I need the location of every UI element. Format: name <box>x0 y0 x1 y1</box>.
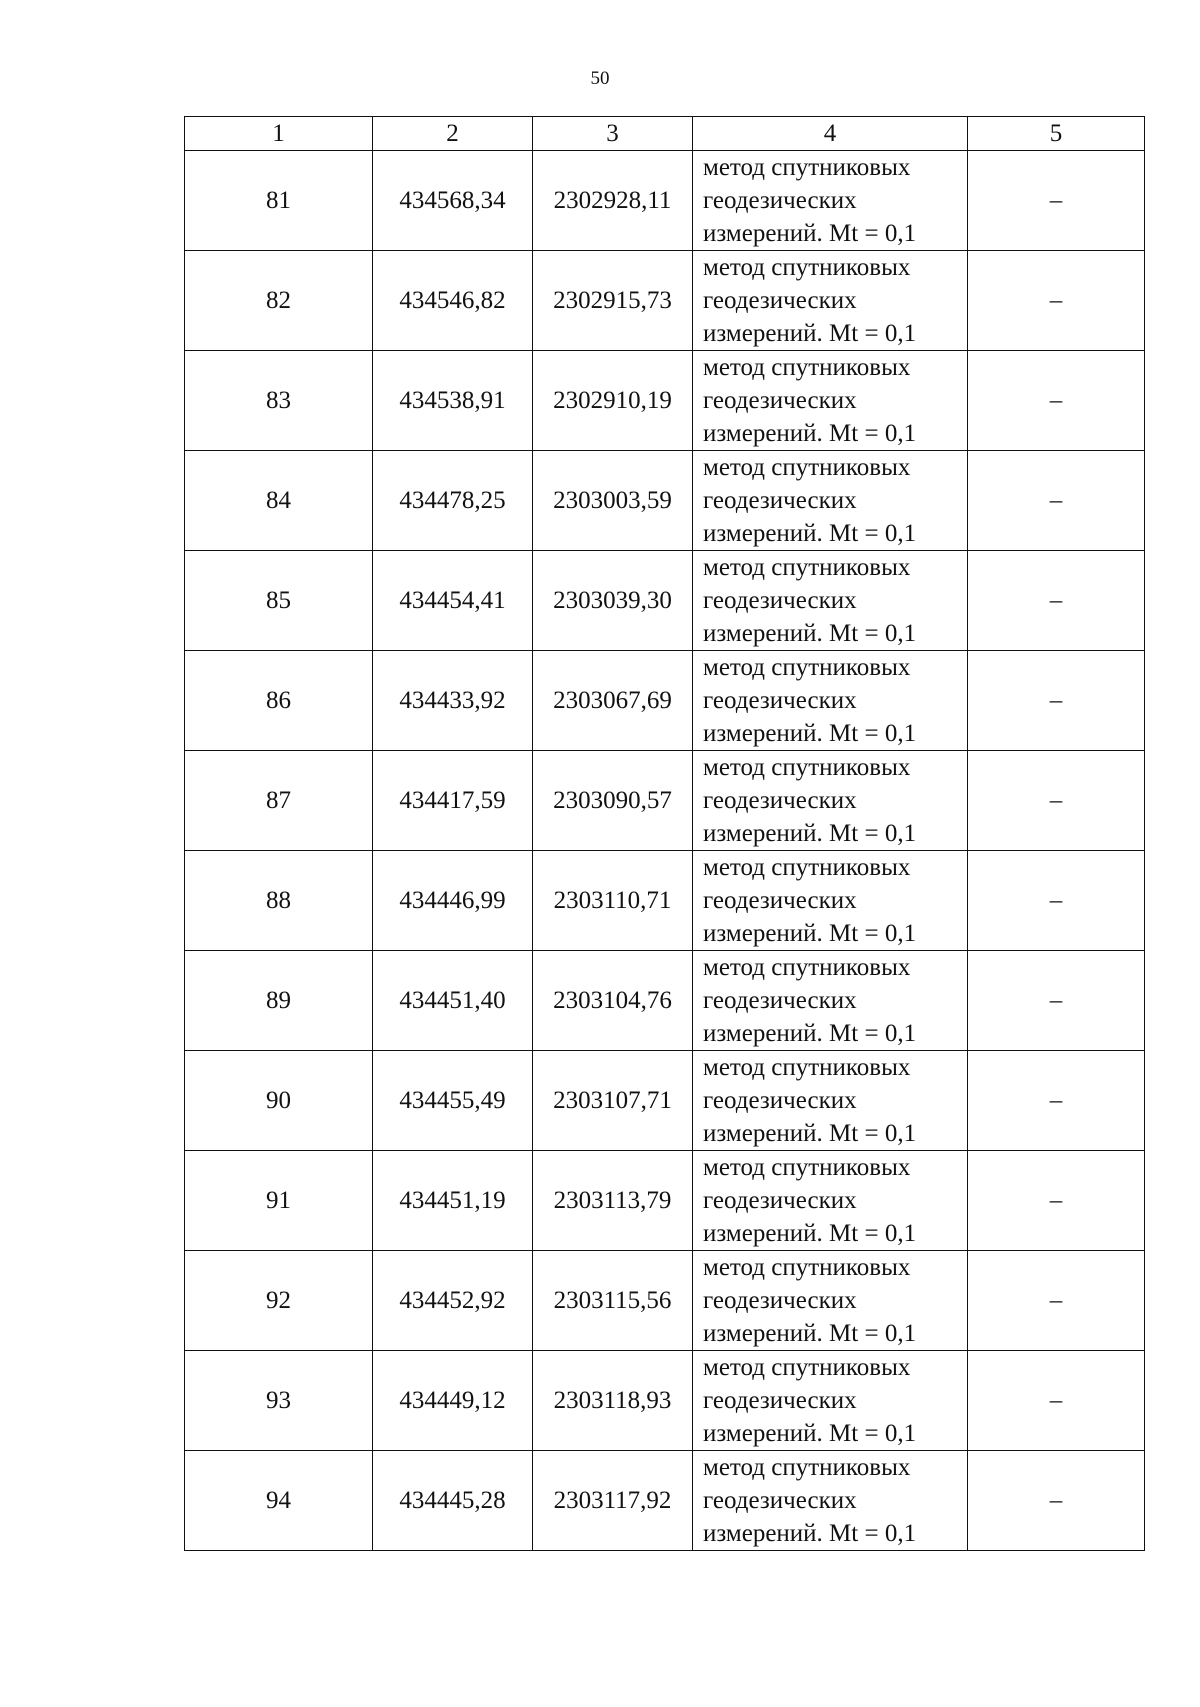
x-coordinate-cell: 434546,82 <box>373 251 533 351</box>
method-line: измерений. Mt = 0,1 <box>703 1520 917 1547</box>
point-number-cell: 92 <box>185 1251 373 1351</box>
y-coordinate-cell: 2303067,69 <box>533 651 693 751</box>
method-line: измерений. Mt = 0,1 <box>703 1220 917 1247</box>
header-cell-1: 1 <box>185 117 373 151</box>
method-line: геодезических <box>703 787 857 814</box>
method-cell <box>693 151 968 251</box>
coordinates-table-body <box>185 117 1145 1551</box>
point-number-cell: 91 <box>185 1151 373 1251</box>
method-line: метод спутниковых <box>703 854 911 881</box>
note-cell: – <box>968 1451 1145 1551</box>
method-line: метод спутниковых <box>703 1254 911 1281</box>
point-number-cell: 85 <box>185 551 373 651</box>
note-cell: – <box>968 751 1145 851</box>
method-cell <box>693 1351 968 1451</box>
method-line: метод спутниковых <box>703 654 911 681</box>
method-line: геодезических <box>703 887 857 914</box>
y-coordinate-cell: 2303107,71 <box>533 1051 693 1151</box>
table-row <box>185 451 1145 551</box>
method-cell <box>693 251 968 351</box>
header-cell-4: 4 <box>693 117 968 151</box>
method-line: метод спутниковых <box>703 954 911 981</box>
table-header-row <box>185 117 1145 151</box>
x-coordinate-cell: 434445,28 <box>373 1451 533 1551</box>
method-cell <box>693 351 968 451</box>
x-coordinate-cell: 434452,92 <box>373 1251 533 1351</box>
method-cell <box>693 751 968 851</box>
method-line: измерений. Mt = 0,1 <box>703 1320 917 1347</box>
y-coordinate-cell: 2303090,57 <box>533 751 693 851</box>
y-coordinate-cell: 2302915,73 <box>533 251 693 351</box>
y-coordinate-cell: 2303113,79 <box>533 1151 693 1251</box>
y-coordinate-cell: 2303117,92 <box>533 1451 693 1551</box>
y-coordinate-cell: 2303118,93 <box>533 1351 693 1451</box>
note-cell: – <box>968 451 1145 551</box>
note-cell: – <box>968 651 1145 751</box>
method-line: геодезических <box>703 1487 857 1514</box>
point-number-cell: 83 <box>185 351 373 451</box>
table-row <box>185 1151 1145 1251</box>
method-line: метод спутниковых <box>703 454 911 481</box>
note-cell: – <box>968 1351 1145 1451</box>
table-row <box>185 551 1145 651</box>
x-coordinate-cell: 434568,34 <box>373 151 533 251</box>
x-coordinate-cell: 434446,99 <box>373 851 533 951</box>
method-line: измерений. Mt = 0,1 <box>703 320 917 347</box>
method-cell <box>693 1251 968 1351</box>
note-cell: – <box>968 251 1145 351</box>
y-coordinate-cell: 2302910,19 <box>533 351 693 451</box>
table-row <box>185 651 1145 751</box>
method-cell <box>693 1151 968 1251</box>
method-line: метод спутниковых <box>703 1154 911 1181</box>
method-line: геодезических <box>703 387 857 414</box>
method-cell <box>693 1451 968 1551</box>
method-line: геодезических <box>703 487 857 514</box>
x-coordinate-cell: 434538,91 <box>373 351 533 451</box>
point-number-cell: 82 <box>185 251 373 351</box>
method-line: измерений. Mt = 0,1 <box>703 520 917 547</box>
method-line: геодезических <box>703 1187 857 1214</box>
method-line: измерений. Mt = 0,1 <box>703 1020 917 1047</box>
method-cell <box>693 951 968 1051</box>
point-number-cell: 90 <box>185 1051 373 1151</box>
note-cell: – <box>968 851 1145 951</box>
y-coordinate-cell: 2303039,30 <box>533 551 693 651</box>
y-coordinate-cell: 2303110,71 <box>533 851 693 951</box>
table-row <box>185 351 1145 451</box>
x-coordinate-cell: 434451,40 <box>373 951 533 1051</box>
x-coordinate-cell: 434449,12 <box>373 1351 533 1451</box>
method-line: геодезических <box>703 1087 857 1114</box>
method-line: метод спутниковых <box>703 554 911 581</box>
method-line: геодезических <box>703 1287 857 1314</box>
table-row <box>185 1351 1145 1451</box>
method-line: геодезических <box>703 587 857 614</box>
method-line: метод спутниковых <box>703 1354 911 1381</box>
method-line: метод спутниковых <box>703 254 911 281</box>
method-cell <box>693 651 968 751</box>
point-number-cell: 86 <box>185 651 373 751</box>
header-cell-2: 2 <box>373 117 533 151</box>
x-coordinate-cell: 434433,92 <box>373 651 533 751</box>
point-number-cell: 93 <box>185 1351 373 1451</box>
note-cell: – <box>968 351 1145 451</box>
method-line: геодезических <box>703 287 857 314</box>
y-coordinate-cell: 2303104,76 <box>533 951 693 1051</box>
method-line: метод спутниковых <box>703 1054 911 1081</box>
method-line: геодезических <box>703 1387 857 1414</box>
table-row <box>185 951 1145 1051</box>
point-number-cell: 88 <box>185 851 373 951</box>
method-line: измерений. Mt = 0,1 <box>703 420 917 447</box>
coordinates-table <box>184 116 1145 1551</box>
table-row <box>185 1251 1145 1351</box>
x-coordinate-cell: 434451,19 <box>373 1151 533 1251</box>
method-cell <box>693 851 968 951</box>
method-line: измерений. Mt = 0,1 <box>703 220 917 247</box>
table-row <box>185 751 1145 851</box>
method-line: измерений. Mt = 0,1 <box>703 920 917 947</box>
point-number-cell: 89 <box>185 951 373 1051</box>
note-cell: – <box>968 551 1145 651</box>
method-line: измерений. Mt = 0,1 <box>703 820 917 847</box>
note-cell: – <box>968 151 1145 251</box>
header-cell-3: 3 <box>533 117 693 151</box>
point-number-cell: 81 <box>185 151 373 251</box>
method-line: метод спутниковых <box>703 754 911 781</box>
y-coordinate-cell: 2303003,59 <box>533 451 693 551</box>
note-cell: – <box>968 1151 1145 1251</box>
table-row <box>185 151 1145 251</box>
method-line: измерений. Mt = 0,1 <box>703 720 917 747</box>
y-coordinate-cell: 2303115,56 <box>533 1251 693 1351</box>
method-cell <box>693 1051 968 1151</box>
point-number-cell: 84 <box>185 451 373 551</box>
x-coordinate-cell: 434478,25 <box>373 451 533 551</box>
method-line: геодезических <box>703 187 857 214</box>
method-line: геодезических <box>703 687 857 714</box>
x-coordinate-cell: 434417,59 <box>373 751 533 851</box>
table-row <box>185 1451 1145 1551</box>
method-cell <box>693 551 968 651</box>
table-row <box>185 851 1145 951</box>
method-line: измерений. Mt = 0,1 <box>703 1120 917 1147</box>
method-line: измерений. Mt = 0,1 <box>703 1420 917 1447</box>
note-cell: – <box>968 1251 1145 1351</box>
x-coordinate-cell: 434455,49 <box>373 1051 533 1151</box>
note-cell: – <box>968 1051 1145 1151</box>
table-row <box>185 251 1145 351</box>
note-cell: – <box>968 951 1145 1051</box>
method-line: метод спутниковых <box>703 154 911 181</box>
y-coordinate-cell: 2302928,11 <box>533 151 693 251</box>
table-row <box>185 1051 1145 1151</box>
method-line: геодезических <box>703 987 857 1014</box>
point-number-cell: 87 <box>185 751 373 851</box>
header-cell-5: 5 <box>968 117 1145 151</box>
method-cell <box>693 451 968 551</box>
page-number: 50 <box>590 68 610 89</box>
method-line: метод спутниковых <box>703 354 911 381</box>
point-number-cell: 94 <box>185 1451 373 1551</box>
x-coordinate-cell: 434454,41 <box>373 551 533 651</box>
method-line: метод спутниковых <box>703 1454 911 1481</box>
method-line: измерений. Mt = 0,1 <box>703 620 917 647</box>
